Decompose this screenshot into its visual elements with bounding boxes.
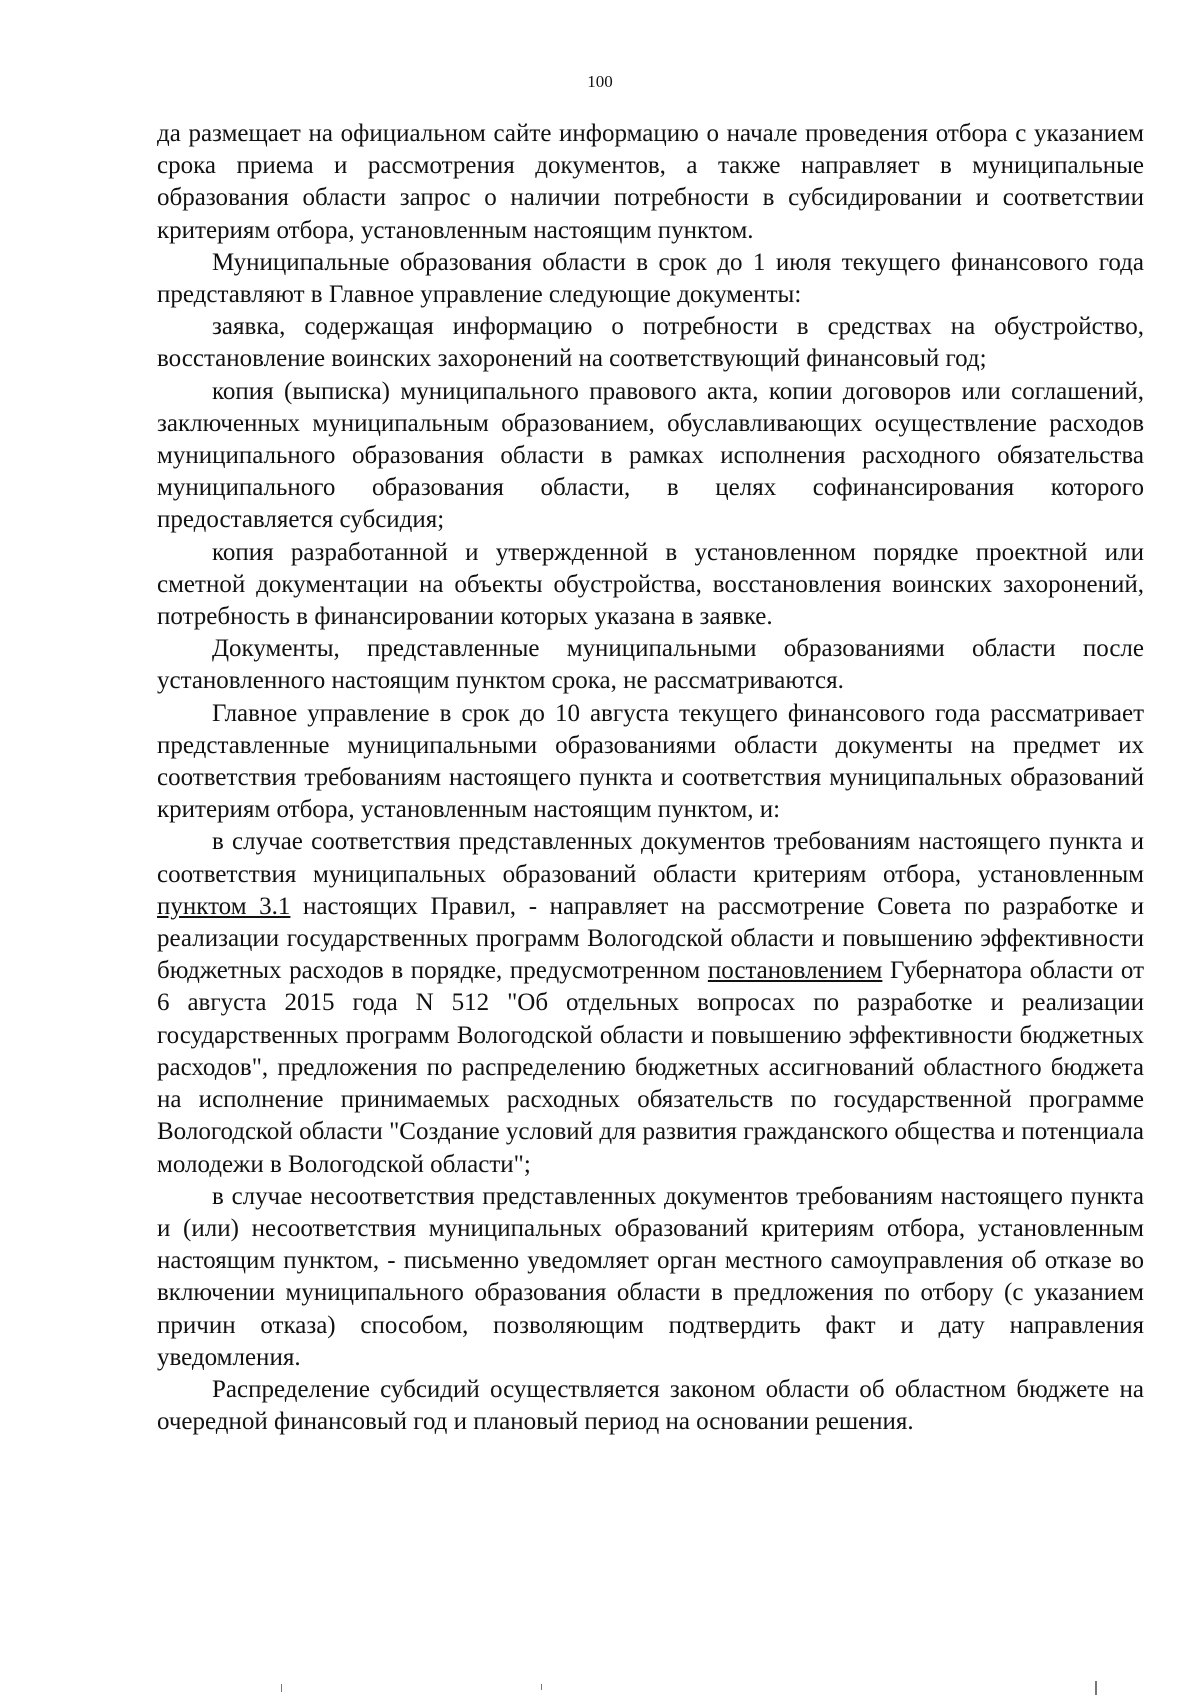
paragraph-review: Главное управление в срок до 10 августа текущего финансового года рассматривает представленные муниципальными образованиями области документы на предмет их соответствия требованиям настоящего пункта и соответствия муниципальных образований критериям отбора, установленным настоящим пунктом, и: (157, 699, 1144, 824)
scan-mark (281, 1684, 282, 1692)
resolution-link[interactable]: постановлением (707, 957, 883, 985)
paragraph-design-documentation: копия разработанной и утвержденной в установленном порядке проектной или сметной документации на объекты обустройства, восстановления воинских захоронений, потребность в финансировании которых указана в заявке. (157, 538, 1144, 631)
paragraph-text: настоящих Правил, - направляет на рассмотрение Совета по разработке и реализации государственных программ Вологодской области и повышению эффективности бюджетных расходов в порядке, предусмотренном (157, 892, 1145, 985)
clause-3-1-link[interactable]: пунктом 3.1 (157, 892, 291, 920)
paragraph-late-documents: Документы, представленные муниципальными образованиями области после установленного настоящим пунктом срока, не рассматриваются. (157, 635, 1144, 695)
page-number: 100 (587, 72, 613, 91)
paragraph-text: Губернатора области от 6 августа 2015 года N 512 "Об отдельных вопросах по разработке и реализации государственных программ Вологодской области и повышению эффективности бюджетных расходов", предложения по распределению бюджетных ассигнований областного бюджета на исполнение принимаемых расходных обязательств по государственной программе Вологодской области "Создание условий для развития гражданского общества и потенциала молодежи в Вологодской области"; (157, 957, 1145, 1178)
paragraph-application: заявка, содержащая информацию о потребности в средствах на обустройство, восстановление воинских захоронений на соответствующий финансовый год; (157, 313, 1144, 373)
paragraph-compliance-case (157, 826, 1144, 1180)
document-body (157, 118, 1144, 1438)
scan-mark (541, 1684, 542, 1690)
paragraph-distribution: Распределение субсидий осуществляется законом области об областном бюджете на очередной финансовый год и плановый период на основании решения. (157, 1375, 1144, 1436)
paragraph-continuation: да размещает на официальном сайте информацию о начале проведения отбора с указанием срока приема и рассмотрения документов, а также направляет в муниципальные образования области запрос о наличии потребности в субсидировании и соответствии критериям отбора, установленным настоящим пунктом. (157, 120, 1144, 244)
paragraph-noncompliance-case: в случае несоответствия представленных документов требованиям настоящего пункта и (или) несоответствия муниципальных образований критериям отбора, установленным настоящим пунктом, - письменно уведомляет орган местного самоуправления об отказе во включении муниципального образования области в предложения по отбору (с указанием причин отказа) способом, позволяющим подтвердить факт и дату направления уведомления. (157, 1182, 1144, 1371)
scan-mark (1095, 1681, 1097, 1695)
paragraph-legal-act-copy: копия (выписка) муниципального правового акта, копии договоров или соглашений, заключенных муниципальным образованием, обуславливающих осуществление расходов муниципального образования области в рамках исполнения расходного обязательства муниципального образования области, в целях софинансирования которого предоставляется субсидия; (157, 377, 1144, 534)
paragraph-text: в случае соответствия представленных документов требованиям настоящего пункта и соответствия муниципальных образований области критериям отбора, установленным (157, 828, 1144, 888)
paragraph-documents-deadline: Муниципальные образования области в срок до 1 июля текущего финансового года представляют в Главное управление следующие документы: (157, 248, 1144, 309)
